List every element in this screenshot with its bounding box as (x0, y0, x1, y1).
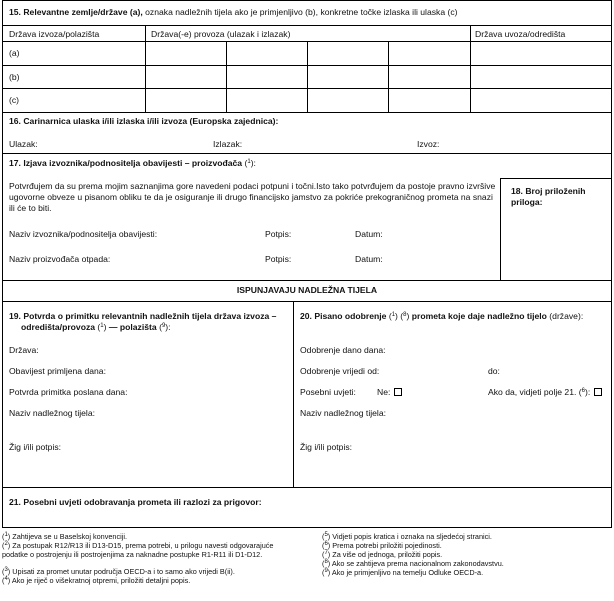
generator-name-label: Naziv proizvođača otpada: (9, 254, 111, 264)
section-18-title: 18. Broj priloženih priloga: (511, 186, 586, 207)
col-transit-countries: Država(-e) provoza (ulazak i izlazak) (151, 29, 291, 39)
yes-checkbox[interactable] (594, 388, 602, 396)
authority-name-label-20: Naziv nadležnog tijela: (300, 408, 386, 418)
conditions-no: Ne: (377, 387, 402, 398)
footnote-number: ($^5$) (322, 532, 333, 541)
divider (500, 178, 611, 179)
specific-conditions-label: Posebni uvjeti: (300, 387, 356, 397)
no-checkbox[interactable] (394, 388, 402, 396)
footnote-number: ($^7$) (322, 550, 333, 559)
footnote-text: Prema potrebi priložiti pojedinosti. (332, 541, 442, 550)
form-frame (2, 0, 612, 528)
generator-date-label: Datum: (355, 254, 383, 264)
footnote-number: ($^3$) (2, 567, 13, 576)
footnote-text: Vidjeti popis kratica i oznaka na sljedećoj stranici. (332, 532, 492, 541)
exit-label: Izlazak: (213, 139, 243, 149)
footnote-text: Ako se zahtijeva prema nacionalnom zakonodavstvu. (331, 559, 504, 568)
row-a-label: (a) (9, 48, 20, 58)
conditions-yes: Ako da, vidjeti polje 21. ($^6$): (488, 387, 602, 398)
divider (3, 112, 611, 113)
country-label: Država: (9, 345, 39, 355)
entry-label: Ulazak: (9, 139, 38, 149)
section-16-title: 16. Carinarnica ulaska i/ili izlaska i/ili izvoza (Europska zajednica): (9, 116, 279, 126)
footnote-text: Ako je riječ o višekratnoj otpremi, priložiti detaljni popis. (11, 576, 191, 585)
export-label: Izvoz: (417, 139, 440, 149)
consent-valid-to-label: do: (488, 366, 500, 376)
divider (307, 41, 308, 112)
footnote-number: ($^6$) (322, 541, 333, 550)
col-export-country: Država izvoza/polazišta (9, 29, 100, 39)
section-19-title-line2: odredišta/provoza ($^1$) — polazišta ($^9$): (21, 322, 171, 332)
divider (293, 301, 294, 487)
declaration-text: Potvrđujem da su prema mojim saznanjima gore navedeni podaci potpuni i točni.Isto tako potvrđujem da postoje pravno izvršive ugovorne obveze u pisanom obliku te da je osiguranje ili drugo financijsko jamstvo za pokriće prekograničnog prometa na snazi ili će to biti. (9, 181, 496, 213)
footnote (2, 577, 190, 586)
divider (388, 41, 389, 112)
divider (3, 487, 611, 488)
footnote-text: Za više od jednoga, priložiti popis. (332, 550, 443, 559)
section-17-title: 17. Izjava izvoznika/podnositelja obavijesti – proizvođača ($^1$): (9, 158, 256, 168)
exporter-name-label: Naziv izvoznika/podnositelja obavijesti: (9, 229, 158, 239)
row-b-label: (b) (9, 72, 20, 82)
footnote (2, 542, 298, 559)
footnote-text: Ako je primjenljivo na temelju Odluke OECD-a. (331, 568, 484, 577)
exporter-signature-label: Potpis: (265, 229, 292, 239)
footnote-number: ($^8$) (322, 559, 332, 568)
divider (145, 25, 146, 112)
authority-name-label: Naziv nadležnog tijela: (9, 408, 95, 418)
footnote (322, 569, 483, 578)
footnote-number: ($^4$) (2, 576, 12, 585)
row-c-label: (c) (9, 95, 20, 105)
footnote-text: Za postupak R12/R13 ili D13-D15, prema potrebi, u prilogu navesti odgovarajuće podatke o postrojenju ili postrojenjima za naknadne postupke R1-R11 ili D1-D12. (2, 541, 274, 559)
stamp-signature-label: Žig i/ili potpis: (9, 442, 62, 452)
notification-received-label: Obavijest primljena dana: (9, 366, 106, 376)
divider (3, 25, 611, 26)
exporter-date-label: Datum: (355, 229, 383, 239)
footnote-text: Zahtijeva se u Baselskoj konvenciji. (12, 532, 128, 541)
section-19-title: 19. Potvrda o primitku relevantnih nadležnih tijela država izvoza – (9, 311, 277, 321)
stamp-signature-label-20: Žig i/ili potpis: (300, 442, 353, 452)
footnote-number: ($^1$) (2, 532, 13, 541)
divider (226, 41, 227, 112)
consent-valid-from-label: Odobrenje vrijedi od: (300, 366, 380, 376)
footnote-number: ($^9$) (322, 568, 332, 577)
col-import-country: Država uvoza/odredišta (475, 29, 566, 39)
section-15-title: 15. Relevantne zemlje/države (a), oznaka nadležnih tijela ako je primjenljivo (b), konkretne točke izlaska ili ulaska (c) (9, 7, 458, 17)
divider (470, 25, 471, 112)
section-21-title: 21. Posebni uvjeti odobravanja prometa ili razlozi za prigovor: (9, 497, 262, 507)
divider (3, 153, 611, 154)
acknowledgement-sent-label: Potvrda primitka poslana dana: (9, 387, 128, 397)
divider (3, 280, 611, 281)
generator-signature-label: Potpis: (265, 254, 292, 264)
section-20-title: 20. Pisano odobrenje ($^1$) ($^8$) prometa koje daje nadležno tijelo (države): (300, 311, 584, 321)
footnote-text: Upisati za promet unutar područja OECD-a i to samo ako vrijedi B(ii). (12, 567, 235, 576)
consent-given-label: Odobrenje dano dana: (300, 345, 386, 355)
footnote-number: ($^2$) (2, 541, 13, 550)
divider (500, 178, 501, 280)
divider (3, 301, 611, 302)
authority-banner: ISPUNJAVAJU NADLEŽNA TIJELA (236, 285, 378, 295)
